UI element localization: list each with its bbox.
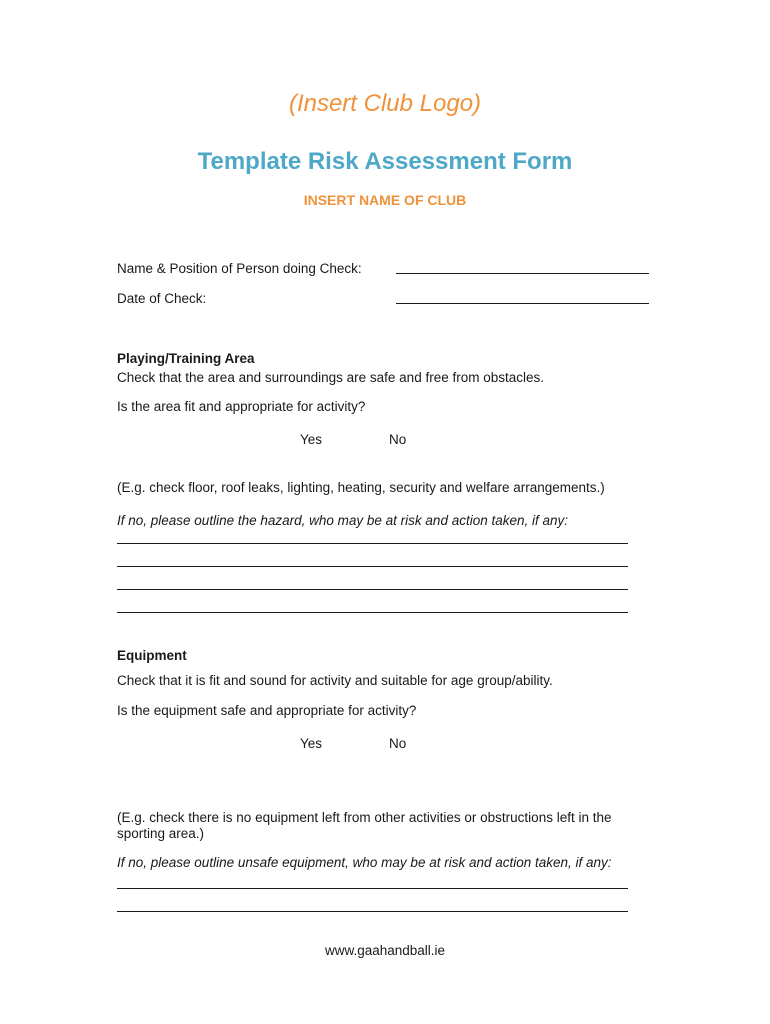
playing-area-heading: Playing/Training Area (117, 351, 255, 366)
equipment-heading: Equipment (117, 648, 187, 663)
date-field[interactable] (396, 303, 649, 304)
playing-area-question: Is the area fit and appropriate for activity? (117, 399, 366, 414)
club-name-placeholder: INSERT NAME OF CLUB (303, 192, 467, 208)
equipment-question: Is the equipment safe and appropriate for activity? (117, 703, 417, 718)
playing-area-answer-line[interactable] (117, 612, 628, 613)
equipment-answer-line[interactable] (117, 911, 628, 912)
playing-area-answer-line[interactable] (117, 589, 628, 590)
playing-area-check-text: Check that the area and surroundings are safe and free from obstacles. (117, 370, 544, 385)
equipment-check-text: Check that it is fit and sound for activity and suitable for age group/ability. (117, 673, 553, 688)
playing-area-answer-line[interactable] (117, 566, 628, 567)
playing-area-yes-option[interactable]: Yes (300, 432, 323, 447)
name-position-label: Name & Position of Person doing Check: (117, 261, 362, 276)
equipment-example: (E.g. check there is no equipment left from other activities or obstructions left in the sporting area.) (117, 810, 612, 841)
playing-area-if-no-prompt: If no, please outline the hazard, who may be at risk and action taken, if any: (117, 513, 569, 528)
footer-website[interactable]: www.gaahandball.ie (324, 943, 446, 958)
playing-area-answer-line[interactable] (117, 543, 628, 544)
playing-area-example: (E.g. check floor, roof leaks, lighting, heating, security and welfare arrangements.) (117, 480, 605, 495)
date-label: Date of Check: (117, 291, 207, 306)
equipment-if-no-prompt: If no, please outline unsafe equipment, who may be at risk and action taken, if any: (117, 855, 612, 870)
equipment-no-option[interactable]: No (389, 736, 407, 751)
equipment-yes-option[interactable]: Yes (300, 736, 323, 751)
playing-area-no-option[interactable]: No (389, 432, 407, 447)
club-logo-placeholder: (Insert Club Logo) (288, 90, 482, 117)
form-title: Template Risk Assessment Form (197, 148, 573, 175)
equipment-answer-line[interactable] (117, 888, 628, 889)
name-position-field[interactable] (396, 273, 649, 274)
